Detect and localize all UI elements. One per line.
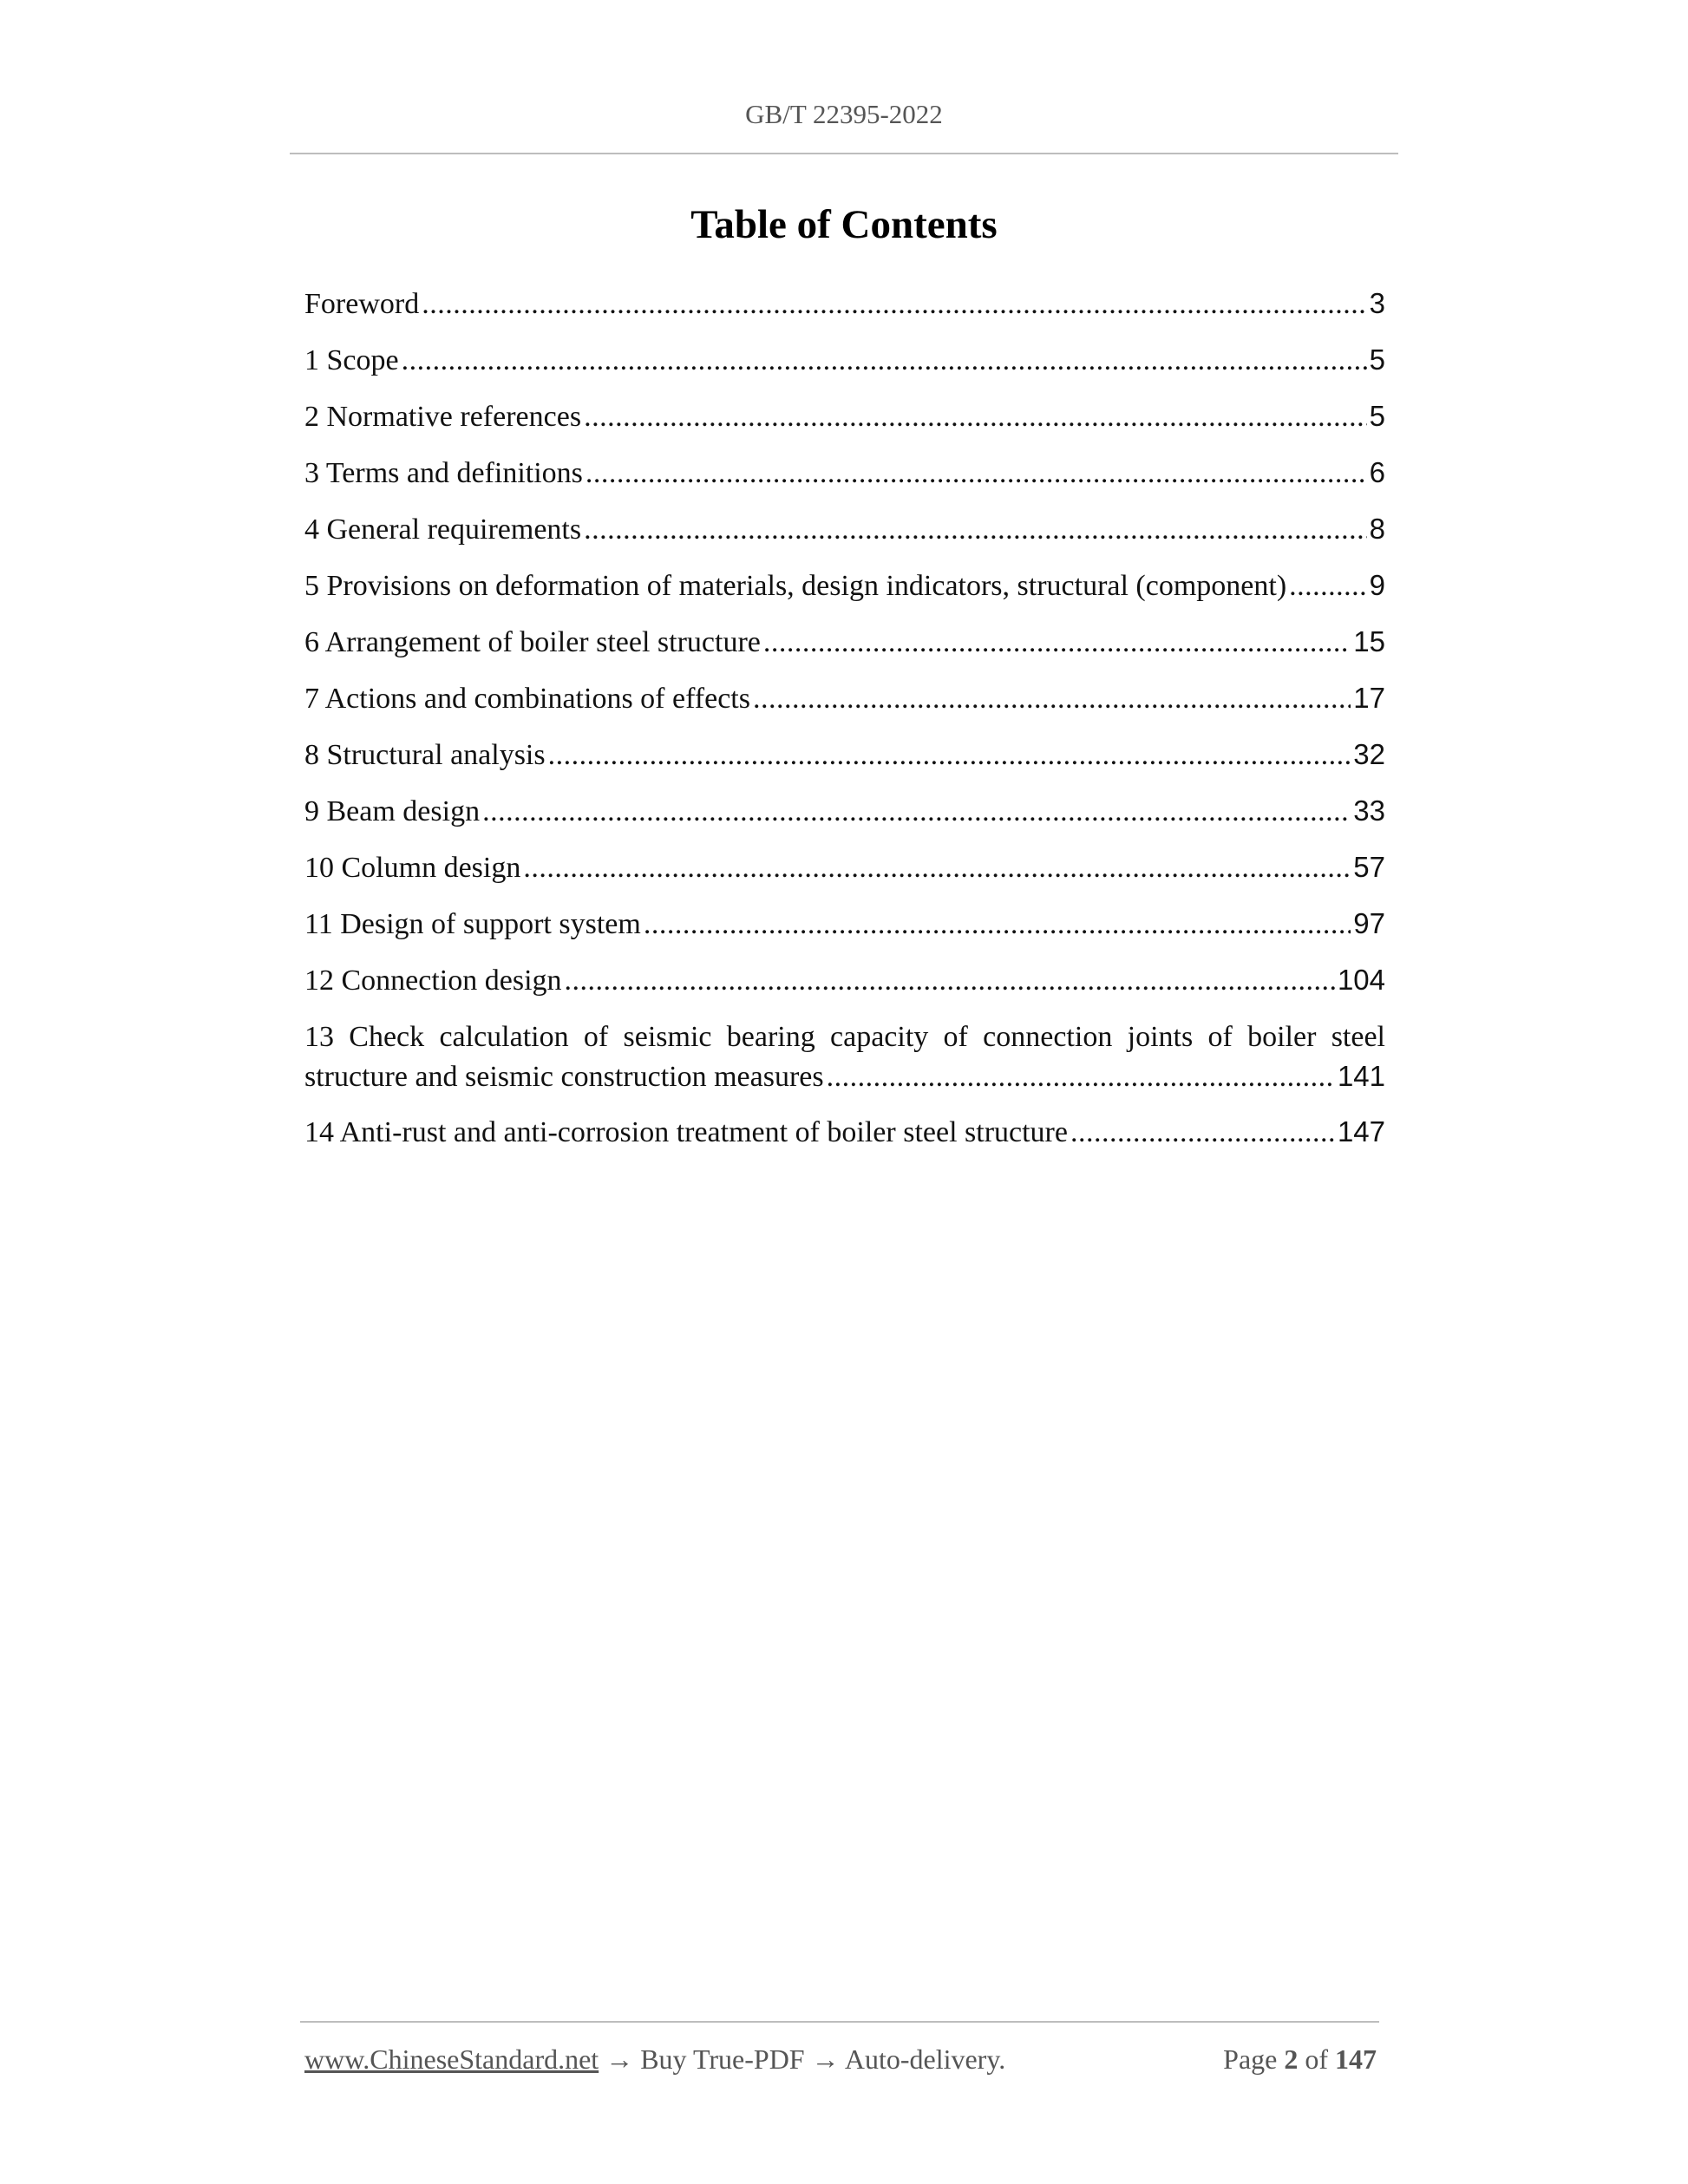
toc-entry-column-design[interactable] — [304, 845, 1385, 901]
page-label: Page — [1223, 2043, 1278, 2075]
toc-entry-arrangement[interactable] — [304, 619, 1385, 676]
toc-entry-page: 6 — [1369, 456, 1385, 488]
toc-entry-connection-design[interactable] — [304, 958, 1385, 1014]
toc-entry-page: 15 — [1353, 625, 1385, 657]
toc-entry-text: 2 Normative references — [304, 401, 582, 433]
dot-leader — [586, 454, 1367, 493]
toc-entry-page: 147 — [1337, 1115, 1385, 1148]
toc-entry-structural-analysis[interactable] — [304, 732, 1385, 788]
toc-entry-foreword[interactable] — [304, 281, 1385, 337]
toc-entry-text: 11 Design of support system — [304, 908, 641, 940]
auto-delivery-text: Auto-delivery. — [844, 2043, 1006, 2075]
toc-entry-text: 8 Structural analysis — [304, 739, 546, 771]
toc-entry-beam-design[interactable] — [304, 788, 1385, 845]
toc-entry-text: 10 Column design — [304, 852, 521, 884]
toc-entry-page: 8 — [1369, 513, 1385, 545]
toc-entry-text-line2: structure and seismic construction measures — [304, 1061, 824, 1093]
dot-leader — [763, 624, 1351, 662]
dot-leader — [584, 511, 1367, 549]
toc-list — [304, 281, 1385, 1166]
website-link[interactable]: www.ChineseStandard.net — [304, 2043, 599, 2075]
toc-entry-text: 6 Arrangement of boiler steel structure — [304, 626, 761, 658]
dot-leader — [422, 285, 1366, 324]
dot-leader — [753, 680, 1351, 718]
dot-leader — [584, 398, 1367, 436]
arrow-right-icon: → — [605, 2043, 634, 2075]
toc-entry-text: Foreword — [304, 288, 420, 320]
header-divider — [290, 153, 1398, 154]
toc-entry-scope[interactable] — [304, 337, 1385, 394]
footer-divider — [300, 2021, 1379, 2023]
toc-entry-normative-references[interactable] — [304, 394, 1385, 450]
dot-leader — [644, 906, 1351, 944]
toc-entry-page: 141 — [1337, 1060, 1385, 1092]
page-number — [1223, 2043, 1377, 2076]
dot-leader — [523, 849, 1351, 887]
toc-entry-page: 32 — [1353, 738, 1385, 770]
page-total: 147 — [1335, 2043, 1377, 2075]
toc-entry-support-system[interactable] — [304, 901, 1385, 958]
document-code-header: GB/T 22395-2022 — [745, 99, 943, 129]
toc-entry-page: 104 — [1337, 964, 1385, 996]
toc-entry-text: 3 Terms and definitions — [304, 457, 583, 489]
toc-entry-text: 12 Connection design — [304, 964, 562, 997]
page-current: 2 — [1284, 2043, 1299, 2075]
toc-entry-text-line1: 13 Check calculation of seismic bearing capacity of connection joints of boiler steel — [304, 1021, 1385, 1053]
toc-entry-general-requirements[interactable] — [304, 507, 1385, 563]
toc-entry-page: 9 — [1369, 569, 1385, 601]
dot-leader — [1070, 1114, 1335, 1152]
toc-entry-seismic-check[interactable] — [304, 1014, 1385, 1109]
footer-links — [304, 2043, 1005, 2076]
toc-entry-actions-combinations[interactable] — [304, 676, 1385, 732]
toc-entry-page: 3 — [1369, 287, 1385, 319]
toc-entry-page: 5 — [1369, 343, 1385, 376]
toc-entry-page: 97 — [1353, 907, 1385, 939]
toc-entry-page: 57 — [1353, 851, 1385, 883]
toc-entry-terms-definitions[interactable] — [304, 450, 1385, 507]
toc-entry-text: 7 Actions and combinations of effects — [304, 683, 750, 715]
toc-entry-anti-rust[interactable] — [304, 1109, 1385, 1166]
buy-true-pdf-text: Buy True-PDF — [640, 2043, 805, 2075]
toc-entry-page: 5 — [1369, 400, 1385, 432]
arrow-right-icon: → — [811, 2043, 840, 2075]
toc-entry-page: 17 — [1353, 682, 1385, 714]
toc-entry-text: 1 Scope — [304, 344, 399, 376]
dot-leader — [827, 1058, 1335, 1096]
toc-entry-text: 9 Beam design — [304, 795, 481, 827]
toc-entry-page: 33 — [1353, 794, 1385, 827]
dot-leader — [482, 793, 1351, 831]
dot-leader — [1289, 567, 1366, 605]
toc-entry-text: 4 General requirements — [304, 513, 582, 546]
toc-entry-text: 14 Anti-rust and anti-corrosion treatment of boiler steel structure — [304, 1116, 1068, 1148]
dot-leader — [565, 962, 1335, 1000]
toc-title: Table of Contents — [690, 202, 998, 247]
dot-leader — [548, 736, 1351, 775]
dot-leader — [402, 342, 1367, 380]
page-of-label: of — [1305, 2043, 1328, 2075]
toc-entry-provisions[interactable] — [304, 563, 1385, 619]
toc-entry-text: 5 Provisions on deformation of materials, design indicators, structural (component) — [304, 570, 1287, 602]
